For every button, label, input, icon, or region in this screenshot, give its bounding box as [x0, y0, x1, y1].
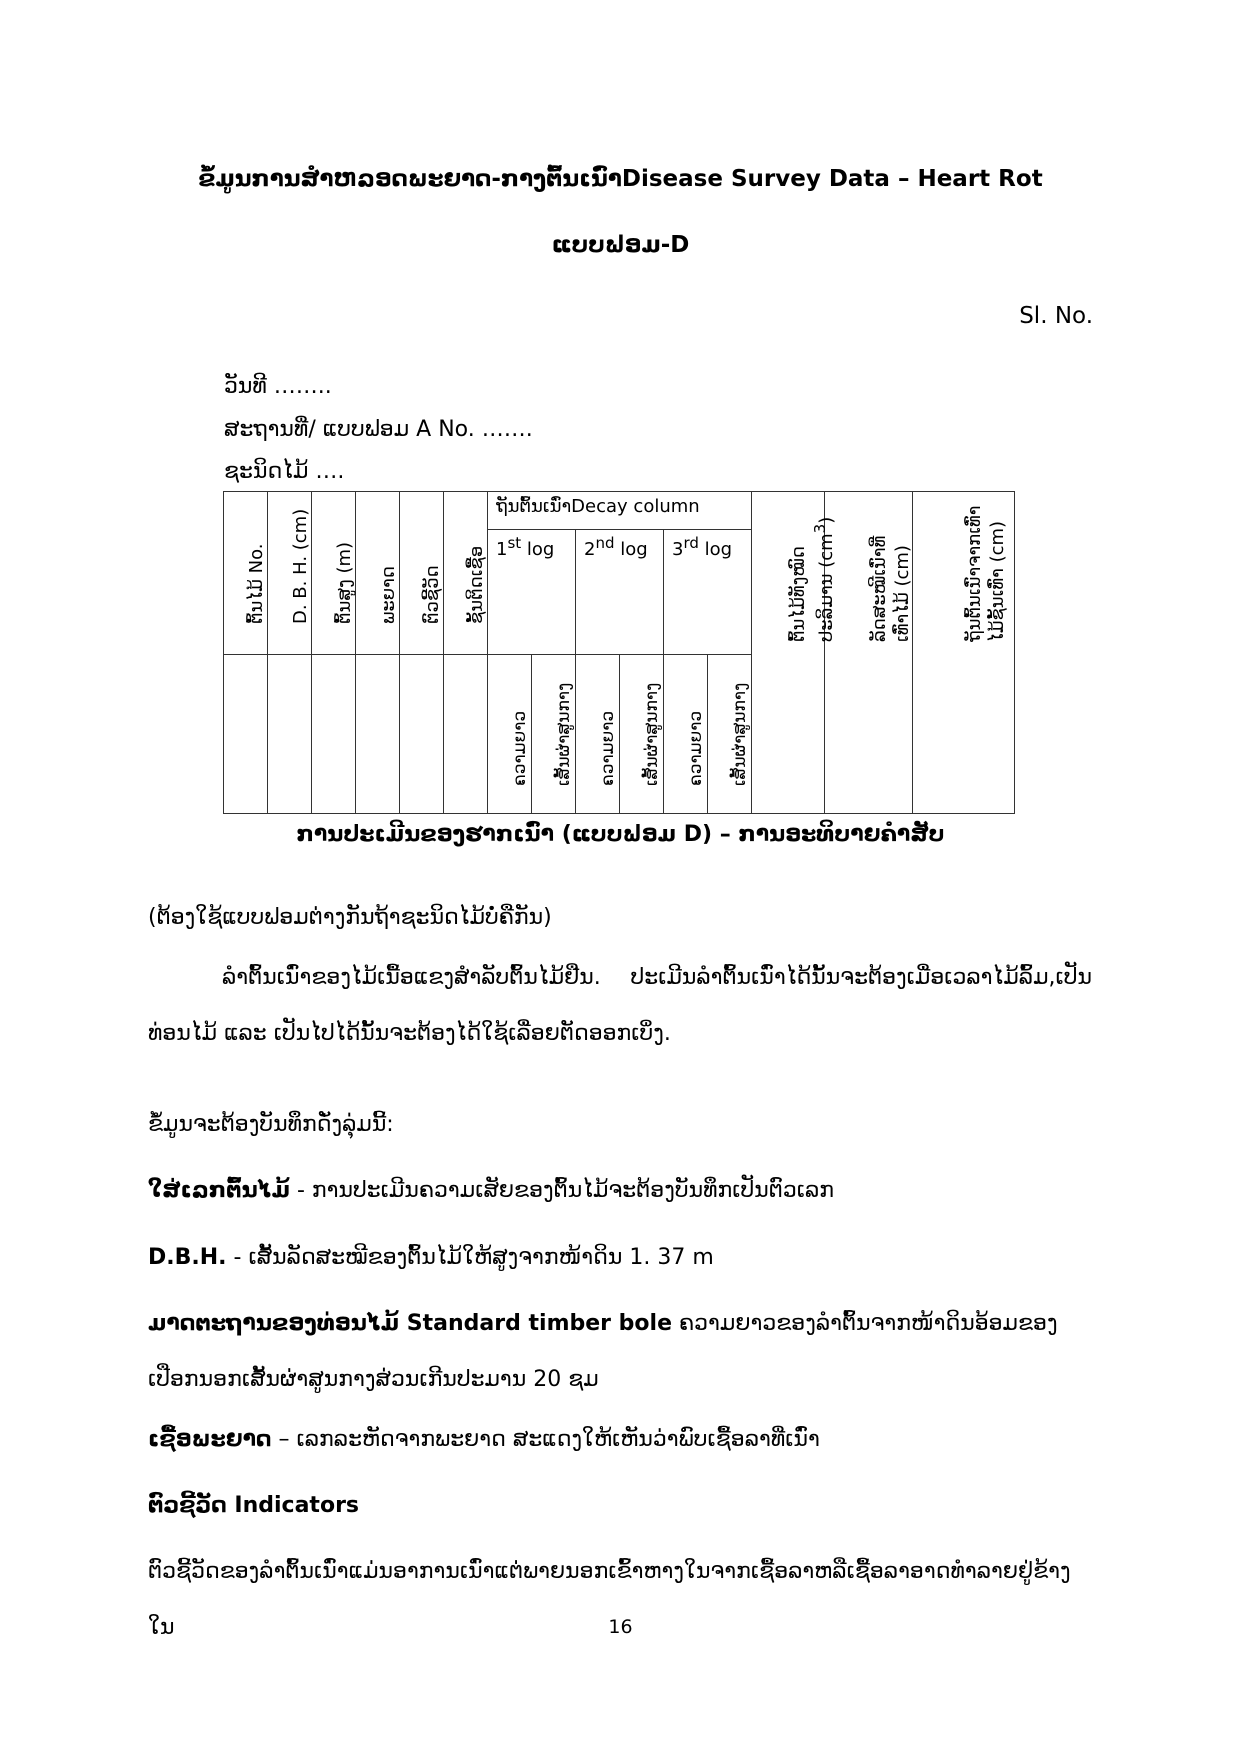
- header-disease: ພະຍາດ: [356, 492, 400, 655]
- empty-cell: [400, 655, 444, 814]
- empty-cell: [312, 655, 356, 814]
- survey-table: [223, 491, 1015, 814]
- term-dbh: D.B.H.: [148, 1245, 227, 1270]
- note-text: (ຕ້ອງໃຊ້ແບບຟອມຕ່າງກັນຖ້າຊະນິດໄມ້ບໍ່ຄືກັນ): [148, 905, 552, 930]
- indicators-heading: ຕົວຊີ້ວັດ Indicators: [148, 1493, 360, 1518]
- empty-cell: [224, 655, 268, 814]
- definition-fungus: [148, 1412, 1092, 1468]
- subheader-diameter: ເສັ້ນຜ່າສູນກາງ: [532, 655, 576, 814]
- header-dbh: D. B. H. (cm): [268, 492, 312, 655]
- record-intro: ຂໍ້ມູນຈະຕ້ອງບັນທຶກດັ່ງລຸ່ມນີ້:: [148, 1112, 394, 1137]
- intro-paragraph: ລຳຕົ້ນເນົ່າຂອງໄມ້ເນື້ອແຂງສຳລັບຕົ້ນໄມ້ຢືນ. ປະເມີນລຳຕົ້ນເນົ່າໄດ້ນັ້ນຈະຕ້ອງເມື່ອເວລາໄມ້ລົ້ມ,ເປັນທ່ອນໄມ້ ແລະ ເປັນໄປໄດ້ນັ້ນຈະຕ້ອງໄດ້ໃຊ້ເລື່ອຍຕັດອອກເບິ່ງ.: [148, 965, 1092, 1046]
- header-volume: ຕົ້ນໄມ້ທັງໝົດ ປະລິມານ $(cm^3)$: [752, 492, 825, 814]
- subheader-length: ຄວາມຍາວ: [664, 655, 708, 814]
- species-field: ຊະນິດໄມ້ ….: [224, 459, 345, 484]
- empty-cell: [356, 655, 400, 814]
- indicators-text: ຕົວຊີ້ວັດຂອງລຳຕົ້ນເນົ່າແມ່ນອາການເນົ່າແຕ່ພາຍນອກເຂົ້າຫາງໃນຈາກເຊື້ອລາຫລືເຊື້ອລາອາດທຳລາຍຢູ່ຂ້າງໃນ: [148, 1559, 1071, 1640]
- subheader-length: ຄວາມຍາວ: [488, 655, 532, 814]
- header-log-1: 1st log: [488, 530, 576, 655]
- header-decay-column: ຖັນຕົ້ນເນົ່າDecay column: [488, 492, 752, 530]
- header-indicator: ຕົວຊີ້ວັດ: [400, 492, 444, 655]
- header-log-2: 2nd log: [576, 530, 664, 655]
- subheader-diameter: ເສັ້ນຜ່າສູນກາງ: [708, 655, 752, 814]
- header-rot-height: ຖັນຕົ້ນເນົ່າຈາກເທົ່າ ໄມ້ຊັ້ນເທົ່າ (cm): [913, 492, 1015, 814]
- page-number: 16: [608, 1616, 633, 1638]
- table-caption: ການປະເມີນຂອງຮາກເນົ່າ (ແບບຟອມ D) – ການອະທິບາຍຄຳສັບ: [296, 822, 945, 847]
- header-log-3: 3rd log: [664, 530, 752, 655]
- page-title: ຂໍ້ມູນການສຳຫລອດພະຍາດ-ກາງຕົ້ນເນົ່າDisease Survey Data – Heart Rot: [198, 166, 1043, 192]
- term-fungus: ເຊື້ອພະຍາດ: [148, 1427, 272, 1452]
- subheader-length: ຄວາມຍາວ: [576, 655, 620, 814]
- term-timber-bole: ມາດຕະຖານຂອງທ່ອນໄມ້ Standard timber bole: [148, 1311, 673, 1336]
- definition-text: - ເສັ້ນລັດສະໝີຂອງຕົ້ນໄມ້ໃຫ້ສູງຈາກໜ້າດິນ 1. 37 m: [226, 1245, 714, 1270]
- form-subtitle: ແບບຟອມ-D: [551, 232, 690, 258]
- header-tree-no: ຕົ້ນໄມ້ No.: [224, 492, 268, 655]
- header-fungus: ຊັ້ນຕິດເຊື້ອ: [444, 492, 488, 655]
- definition-tree-no: [148, 1163, 1092, 1219]
- definition-timber-bole: [148, 1296, 1092, 1408]
- definition-dbh: [148, 1230, 1092, 1286]
- location-field: ສະຖານທີ່/ ແບບຟອມ A No. …….: [224, 417, 533, 442]
- definition-text: - ການປະເມີນຄວາມເສັຍຂອງຕົ້ນໄມ້ຈະຕ້ອງບັນທຶກເປັນຕົວເລກ: [289, 1178, 835, 1203]
- term-tree-no: ໃສ່ເລກຕົ້ນໄມ້: [148, 1178, 290, 1203]
- subheader-diameter: ເສັ້ນຜ່າສູນກາງ: [620, 655, 664, 814]
- empty-cell: [268, 655, 312, 814]
- definition-text: ຄວາມຍາວຂອງລຳຕົ້ນຈາກໜ້າດິນອ້ອມຂອງເປືອກນອກເສັ້ນຜ່າສູນກາງສ່ວນເກີນປະມານ 20 ຊມ: [148, 1311, 1058, 1392]
- empty-cell: [444, 655, 488, 814]
- header-circumference: ລັດສະໝີເນົ່າທີ່ ເທົ່າໄມ້ (cm): [825, 492, 913, 814]
- header-height: ຕົ້ນສູງ (m): [312, 492, 356, 655]
- serial-number-label: Sl. No.: [1019, 303, 1093, 329]
- definition-text: – ເລກລະຫັດຈາກພະຍາດ ສະແດງໃຫ້ເຫັນວ່າພົບເຊື້ອລາທີ່ເນົ່າ: [271, 1427, 820, 1452]
- date-field: ວັນທີ ……..: [224, 374, 332, 399]
